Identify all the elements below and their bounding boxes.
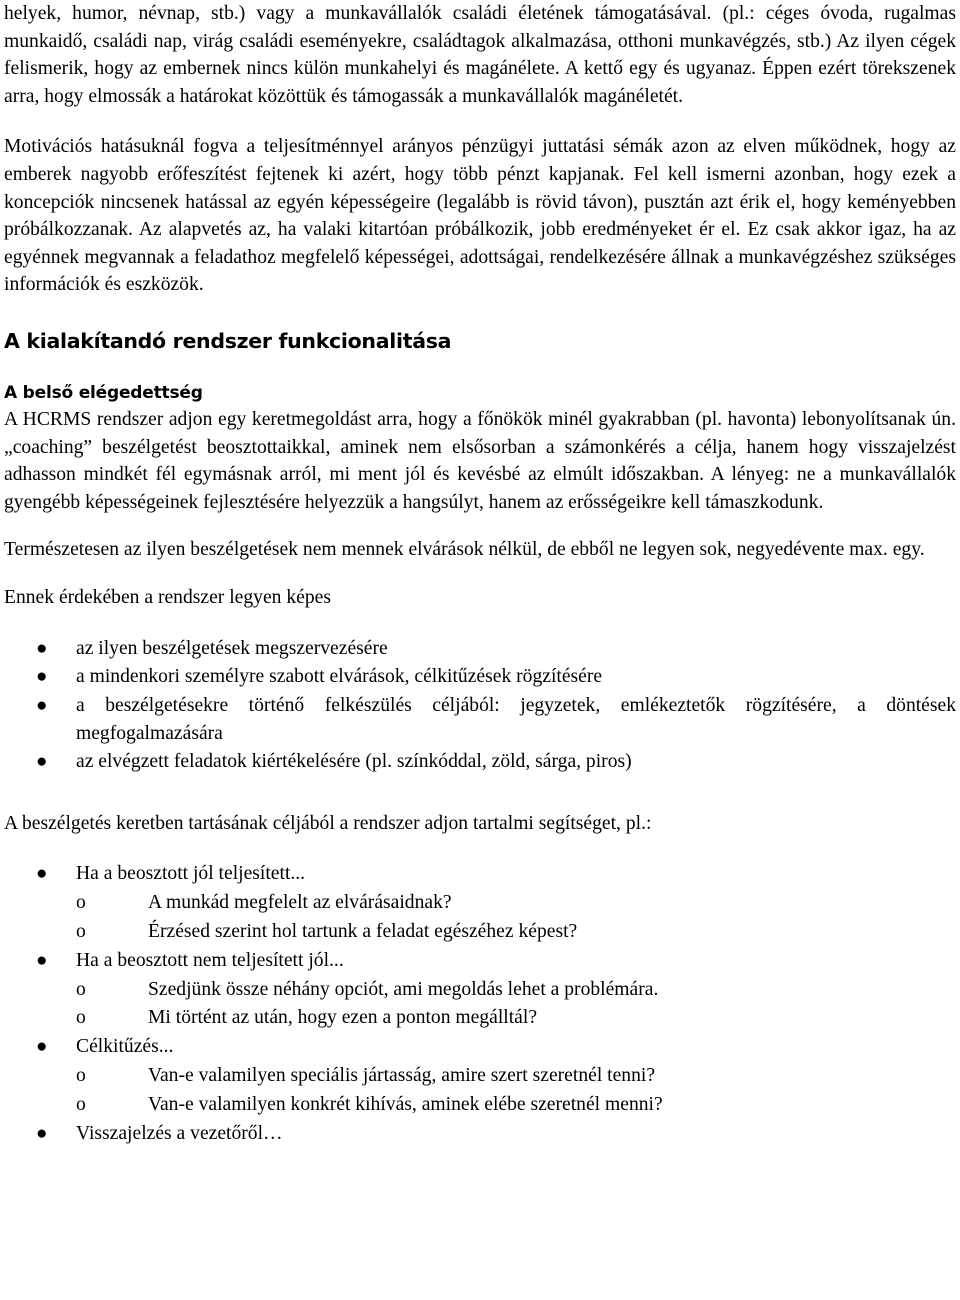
bullet-icon: ● <box>36 863 48 885</box>
sub-list-item <box>76 889 956 918</box>
sub-list-item <box>76 918 956 947</box>
sub-bullet-icon: o <box>76 1093 86 1115</box>
list-item-text: a mindenkori személyre szabott elvárások, célkitűzések rögzítésére <box>76 666 603 688</box>
list-item <box>4 1120 956 1149</box>
sub-list-item <box>76 1062 956 1091</box>
bullet-icon: ● <box>36 666 48 688</box>
sub-list-item <box>76 1091 956 1120</box>
list-item <box>4 663 956 692</box>
paragraph-intro: helyek, humor, névnap, stb.) vagy a munkavállalók családi életének támogatásával. (pl.: céges óvoda, rugalmas munkaidő, családi nap, virág családi eseményekre, családtagok alkalmazása, otthoni munkavégzés, stb.) Az ilyen cégek felismerik, hogy az embernek nincs külön munkahelyi és magánélete. A kettő egy és ugyanaz. Éppen ezért törekszenek arra, hogy elmossák a határokat közöttük és támogassák a munkavállalók magánéletét. <box>4 3 956 107</box>
sub-list-item-text: Van-e valamilyen speciális jártasság, amire szert szeretnél tenni? <box>148 1065 656 1087</box>
bullet-icon: ● <box>36 1122 48 1144</box>
paragraph-guidance-intro: A beszélgetés keretben tartásának céljából a rendszer adjon tartalmi segítséget, pl.: <box>4 812 652 834</box>
list-item <box>4 947 956 1033</box>
list-item <box>4 692 956 748</box>
section-heading: A kialakítandó rendszer funkcionalitása <box>4 328 452 353</box>
sub-bullet-icon: o <box>76 921 86 943</box>
sub-list-item-text: Érzésed szerint hol tartunk a feladat egészéhez képest? <box>148 921 578 943</box>
sub-bullet-icon: o <box>76 1065 86 1087</box>
list-item-text: az ilyen beszélgetések megszervezésére <box>76 637 388 659</box>
bullet-icon: ● <box>36 637 48 659</box>
paragraph-hcrms: A HCRMS rendszer adjon egy keretmegoldást arra, hogy a főnökök minél gyakrabban (pl. havonta) lebonyolítsanak ún. „coaching” beszélgetést beosztottaikkal, aminek nem elsősorban a számonkérés a célja, hanem hogy visszajelzést adhasson mindkét fél egymásnak arról, mi ment jól és kevésbé az elmúlt időszakban. A lényeg: ne a munkavállalók gyengébb képességeinek fejlesztésére helyezzük a hangsúlyt, hanem az erősségeikre kell támaszkodunk. <box>4 408 956 513</box>
sub-list <box>76 889 956 947</box>
sub-list-item <box>76 1004 956 1033</box>
list-item-text: Ha a beosztott jól teljesített... <box>76 863 306 885</box>
sub-list-item <box>76 976 956 1005</box>
list-item <box>4 635 956 664</box>
paragraph-motivation: Motivációs hatásuknál fogva a teljesítménnyel arányos pénzügyi juttatási sémák azon az elven működnek, hogy az emberek nagyobb erőfeszítést fejtenek ki azért, hogy több pénzt kapjanak. Fel kell ismerni azonban, hogy ezek a koncepciók nincsenek hatással az egyén képességeire (legalább is rövid távon), pusztán azt érik el, hogy keményebben próbálkozzanak. Az alapvetés az, ha valaki kitartóan próbálkozik, jobb eredményeket ér el. Ez csak akkor igaz, ha az egyénnek megvannak a feladathoz megfelelő képességei, adottságai, rendelkezésére állnak a munkavégzéshez szükséges információk és eszközök. <box>4 136 956 296</box>
list-item-text: a beszélgetésekre történő felkészülés céljából: jegyzetek, emlékeztetők rögzítésére, a döntések megfogalmazására <box>76 695 956 745</box>
sub-list <box>76 1062 956 1120</box>
list-item-text: Ha a beosztott nem teljesített jól... <box>76 949 344 971</box>
sub-bullet-icon: o <box>76 978 86 1000</box>
sub-list-item-text: Van-e valamilyen konkrét kihívás, aminek elébe szeretnél menni? <box>148 1093 663 1115</box>
sub-bullet-icon: o <box>76 892 86 914</box>
paragraph-expectations: Természetesen az ilyen beszélgetések nem mennek elvárások nélkül, de ebből ne legyen sok, negyedévente max. egy. <box>4 539 925 561</box>
list-item-text: az elvégzett feladatok kiértékelésére (pl. színkóddal, zöld, sárga, piros) <box>76 751 632 773</box>
list-item <box>4 1033 956 1119</box>
sub-list-item-text: Mi történt az után, hogy ezen a ponton megálltál? <box>148 1007 538 1029</box>
list-item <box>4 748 956 777</box>
sub-list-item-text: A munkád megfelelt az elvárásaidnak? <box>148 892 452 914</box>
list-item-text: Célkitűzés... <box>76 1036 174 1058</box>
sub-list-item-text: Szedjünk össze néhány opciót, ami megoldás lehet a problémára. <box>148 978 659 1000</box>
paragraph-capabilities-intro: Ennek érdekében a rendszer legyen képes <box>4 586 331 608</box>
spacer <box>4 777 956 810</box>
sub-list <box>76 976 956 1034</box>
bullet-icon: ● <box>36 695 48 717</box>
bullet-icon: ● <box>36 949 48 971</box>
list-item <box>4 860 956 946</box>
list-item-text: Visszajelzés a vezetőről… <box>76 1122 283 1144</box>
bullet-icon: ● <box>36 751 48 773</box>
document-page <box>4 0 956 1148</box>
guidance-list <box>4 860 956 1148</box>
capabilities-list <box>4 635 956 777</box>
sub-bullet-icon: o <box>76 1007 86 1029</box>
bullet-icon: ● <box>36 1036 48 1058</box>
subsection-heading: A belső elégedettség <box>4 382 203 403</box>
